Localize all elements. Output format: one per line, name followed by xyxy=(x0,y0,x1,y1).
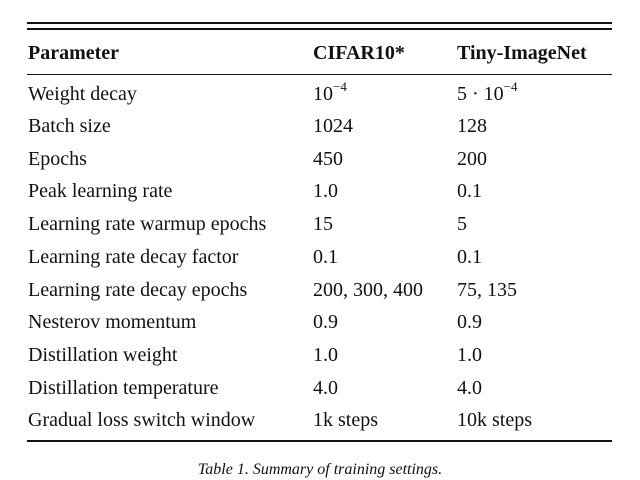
table-row-cifar: 15 xyxy=(313,213,333,235)
table-row-cifar: 450 xyxy=(313,148,343,170)
table-row-tiny: 75, 135 xyxy=(457,279,517,301)
table-row-cifar: 1024 xyxy=(313,115,353,137)
table-row-tiny: 10k steps xyxy=(457,409,532,431)
table-row-param: Distillation weight xyxy=(28,344,178,366)
table-row-tiny: 0.9 xyxy=(457,311,482,333)
table-row-param: Distillation temperature xyxy=(28,377,219,399)
table-row-tiny: 1.0 xyxy=(457,344,482,366)
table-row-param: Gradual loss switch window xyxy=(28,409,256,431)
top-rule-1 xyxy=(27,22,612,24)
table-row-tiny: 0.1 xyxy=(457,246,482,268)
header-rule xyxy=(27,74,612,75)
table-row-param: Learning rate decay factor xyxy=(28,246,239,268)
table-row-tiny: 128 xyxy=(457,115,487,137)
table-row-param: Learning rate warmup epochs xyxy=(28,213,267,235)
table-row-tiny: 0.1 xyxy=(457,180,482,202)
table-row-tiny: 200 xyxy=(457,148,487,170)
table-row-cifar: 0.1 xyxy=(313,246,338,268)
header-tiny-imagenet: Tiny-ImageNet xyxy=(457,42,587,64)
bottom-rule xyxy=(27,440,612,442)
table-row-cifar: $10^{-4}$ xyxy=(313,79,347,105)
table-row-param: Epochs xyxy=(28,148,87,170)
table-row-param: Weight decay xyxy=(28,83,137,105)
header-parameter: Parameter xyxy=(28,42,120,64)
table-row-cifar: 1.0 xyxy=(313,344,338,366)
table-row-cifar: 1k steps xyxy=(313,409,378,431)
table-caption: Table 1. Summary of training settings. xyxy=(197,461,443,478)
table-row-cifar: 0.9 xyxy=(313,311,338,333)
table-row-cifar: 4.0 xyxy=(313,377,338,399)
table-row-param: Learning rate decay epochs xyxy=(28,279,248,301)
table-row-tiny: 5 xyxy=(457,213,467,235)
top-rule-2 xyxy=(27,28,612,30)
header-cifar10: CIFAR10* xyxy=(313,42,405,64)
table-row-param: Batch size xyxy=(28,115,111,137)
table-row-cifar: 200, 300, 400 xyxy=(313,279,423,301)
table-row-param: Nesterov momentum xyxy=(28,311,197,333)
table-row-cifar: 1.0 xyxy=(313,180,338,202)
table-row-tiny: $5 \cdot 10^{-4}$ xyxy=(457,79,518,105)
table-row-tiny: 4.0 xyxy=(457,377,482,399)
table-row-param: Peak learning rate xyxy=(28,180,173,202)
